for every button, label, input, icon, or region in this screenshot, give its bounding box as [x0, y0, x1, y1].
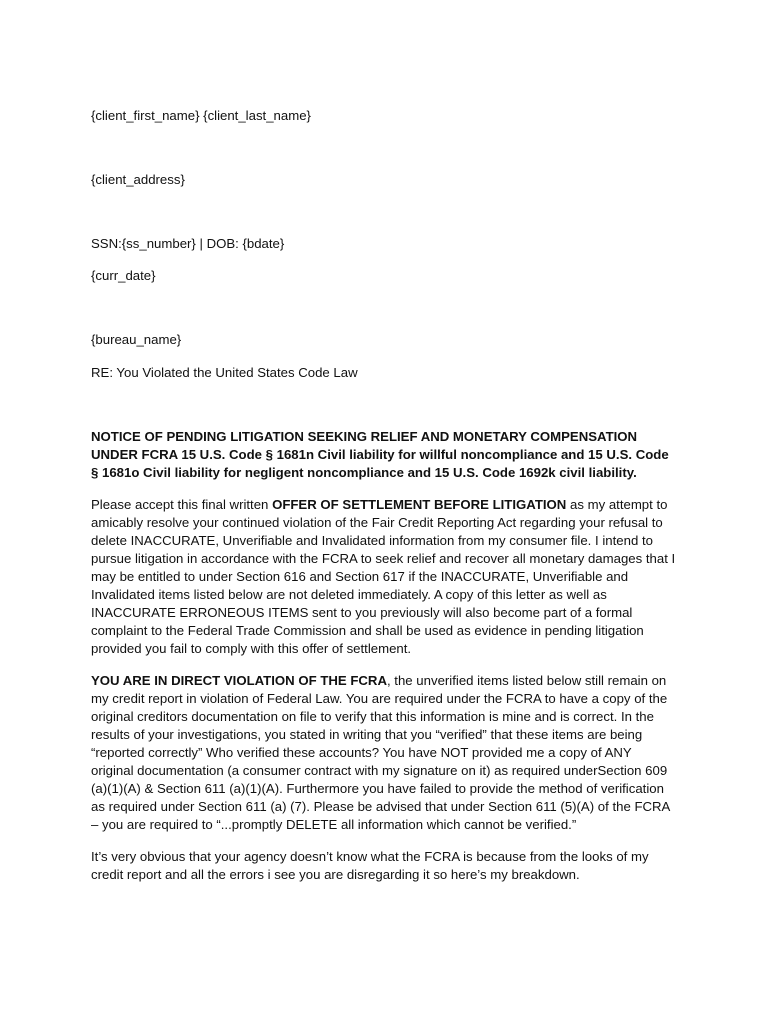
paragraph-line: original creditors documentation on file to verify that this information is mine and is correct. In the: [91, 709, 654, 724]
paragraph-line: “reported correctly” Who verified these accounts? You have NOT provided me a copy of ANY: [91, 745, 632, 760]
breakdown-paragraph: [91, 848, 686, 884]
notice-line: NOTICE OF PENDING LITIGATION SEEKING RELIEF AND MONETARY COMPENSATION: [91, 429, 638, 444]
re-line: RE: You Violated the United States Code Law: [91, 365, 358, 380]
paragraph-line: pursue litigation in accordance with the FCRA to seek relief and recover all monetary damages that I: [91, 551, 676, 566]
settlement-paragraph: [91, 496, 686, 658]
paragraph-line: – you are required to “...promptly DELETE all information which cannot be verified.”: [91, 817, 577, 832]
notice-line: UNDER FCRA 15 U.S. Code § 1681n Civil liability for willful noncompliance and 15 U.S. Code: [91, 447, 669, 462]
bureau-name: {bureau_name}: [91, 332, 182, 347]
paragraph-line: my credit report in violation of Federal Law. You are required under the FCRA to have a copy of the: [91, 691, 668, 706]
violation-lead-phrase: YOU ARE IN DIRECT VIOLATION OF THE FCRA: [91, 673, 387, 688]
client-name: {client_first_name} {client_last_name}: [91, 108, 311, 123]
paragraph-line: provided you fail to comply with this offer of settlement.: [91, 641, 412, 656]
notice-line: § 1681o Civil liability for negligent noncompliance and 15 U.S. Code 1692k civil liability.: [91, 465, 637, 480]
paragraph-line: delete INACCURATE, Unverifiable and Invalidated information from my consumer file. I intend to: [91, 533, 653, 548]
client-address: {client_address}: [91, 172, 185, 187]
paragraph-line: amicably resolve your continued violation of the Fair Credit Reporting Act regarding your refusal to: [91, 515, 663, 530]
paragraph-line: results of your investigations, you stated in writing that you “verified” that these items are being: [91, 727, 643, 742]
ssn-dob-line: SSN:{ss_number} | DOB: {bdate}: [91, 236, 285, 251]
current-date: {curr_date}: [91, 268, 156, 283]
paragraph-line: [91, 672, 686, 690]
paragraph-line: may be entitled to under Section 616 and Section 617 if the INACCURATE, Unverifiable and: [91, 569, 629, 584]
violation-paragraph: [91, 672, 686, 834]
notice-heading: [91, 428, 686, 482]
paragraph-line: complaint to the Federal Trade Commission and shall be used as evidence in pending litigation: [91, 623, 644, 638]
paragraph-line: INACCURATE ERRONEOUS ITEMS sent to you previously will also become part of a formal: [91, 605, 633, 620]
paragraph-line: original documentation (a consumer contract with my signature on it) as required underSection 609: [91, 763, 668, 778]
paragraph-line: (a)(1)(A) & Section 611 (a)(1)(A). Furthermore you have failed to provide the method of verification: [91, 781, 664, 796]
paragraph-line: as required under Section 611 (a) (7). Please be advised that under Section 611 (5)(A) of the FCRA: [91, 799, 671, 814]
settlement-offer-phrase: OFFER OF SETTLEMENT BEFORE LITIGATION: [272, 497, 567, 512]
paragraph-line: [91, 496, 686, 514]
paragraph-line: credit report and all the errors i see you are disregarding it so here’s my breakdown.: [91, 867, 580, 882]
paragraph-lead-text: Please accept this final written: [91, 497, 273, 512]
paragraph-line: Invalidated items listed below are not deleted immediately. A copy of this letter as well as: [91, 587, 607, 602]
violation-lead-rest: , the unverified items listed below still remain on: [386, 673, 667, 688]
paragraph-line: It’s very obvious that your agency doesn’t know what the FCRA is because from the looks of my: [91, 849, 649, 864]
paragraph-lead-rest: as my attempt to: [566, 497, 668, 512]
